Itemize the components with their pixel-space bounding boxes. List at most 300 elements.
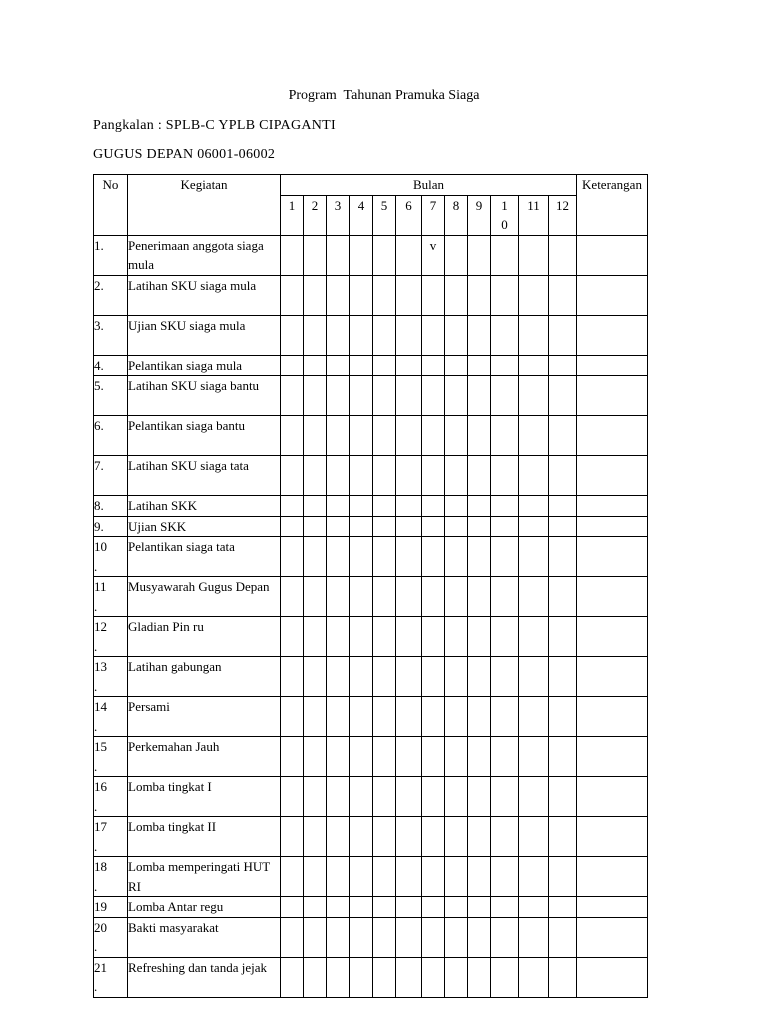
month-cell xyxy=(396,777,422,817)
month-cell xyxy=(468,817,491,857)
month-cell xyxy=(327,737,350,777)
month-cell xyxy=(491,697,519,737)
month-cell xyxy=(445,697,468,737)
row-kegiatan: Musyawarah Gugus Depan xyxy=(128,577,281,617)
month-cell xyxy=(304,957,327,997)
month-cell xyxy=(350,496,373,517)
month-cell xyxy=(396,516,422,537)
month-cell xyxy=(422,496,445,517)
row-keterangan xyxy=(577,315,648,355)
month-cell xyxy=(304,516,327,537)
month-cell xyxy=(549,777,577,817)
document-title: Program Tahunan Pramuka Siaga xyxy=(288,88,480,103)
header-month: 1 xyxy=(281,195,304,235)
row-number: 10 . xyxy=(94,537,128,577)
month-cell xyxy=(327,537,350,577)
row-keterangan xyxy=(577,697,648,737)
month-cell xyxy=(491,355,519,376)
month-cell xyxy=(468,897,491,918)
row-keterangan xyxy=(577,355,648,376)
month-cell xyxy=(281,897,304,918)
header-bulan: Bulan xyxy=(281,175,577,196)
month-cell xyxy=(350,577,373,617)
month-cell xyxy=(491,737,519,777)
month-cell xyxy=(396,315,422,355)
month-cell xyxy=(422,917,445,957)
row-kegiatan: Pelantikan siaga mula xyxy=(128,355,281,376)
month-cell xyxy=(445,577,468,617)
row-kegiatan: Lomba tingkat I xyxy=(128,777,281,817)
month-cell xyxy=(350,355,373,376)
month-cell xyxy=(281,537,304,577)
month-cell xyxy=(468,456,491,496)
month-cell xyxy=(468,697,491,737)
month-cell xyxy=(327,897,350,918)
month-cell xyxy=(491,537,519,577)
month-cell xyxy=(327,577,350,617)
month-cell xyxy=(549,697,577,737)
month-cell xyxy=(373,817,396,857)
month-cell xyxy=(281,275,304,315)
row-number: 11 . xyxy=(94,577,128,617)
month-cell xyxy=(350,516,373,537)
row-kegiatan: Ujian SKU siaga mula xyxy=(128,315,281,355)
month-cell xyxy=(491,456,519,496)
month-cell xyxy=(281,376,304,416)
month-cell xyxy=(549,516,577,537)
month-cell xyxy=(491,617,519,657)
month-cell xyxy=(373,917,396,957)
month-cell xyxy=(422,537,445,577)
month-cell xyxy=(281,957,304,997)
row-kegiatan: Latihan SKU siaga mula xyxy=(128,275,281,315)
month-cell xyxy=(350,857,373,897)
month-cell xyxy=(422,617,445,657)
month-cell xyxy=(304,355,327,376)
month-cell xyxy=(396,917,422,957)
row-kegiatan: Bakti masyarakat xyxy=(128,917,281,957)
month-cell xyxy=(549,577,577,617)
row-keterangan xyxy=(577,235,648,275)
table-row xyxy=(94,737,648,777)
month-cell xyxy=(519,777,549,817)
table-row xyxy=(94,376,648,416)
row-keterangan xyxy=(577,737,648,777)
table-row xyxy=(94,456,648,496)
month-cell xyxy=(304,897,327,918)
row-keterangan xyxy=(577,416,648,456)
month-cell xyxy=(350,697,373,737)
month-cell xyxy=(350,456,373,496)
header-month: 7 xyxy=(422,195,445,235)
month-cell xyxy=(468,777,491,817)
month-cell xyxy=(491,777,519,817)
month-cell xyxy=(327,917,350,957)
month-cell xyxy=(327,456,350,496)
header-month: 2 xyxy=(304,195,327,235)
row-kegiatan: Pelantikan siaga tata xyxy=(128,537,281,577)
month-cell xyxy=(549,617,577,657)
month-cell xyxy=(468,355,491,376)
month-cell xyxy=(396,456,422,496)
month-cell xyxy=(396,496,422,517)
month-cell xyxy=(373,496,396,517)
month-cell xyxy=(373,315,396,355)
row-number: 5. xyxy=(94,376,128,416)
header-month: 4 xyxy=(350,195,373,235)
month-cell xyxy=(491,416,519,456)
header-month: 5 xyxy=(373,195,396,235)
month-cell xyxy=(396,235,422,275)
row-kegiatan: Perkemahan Jauh xyxy=(128,737,281,777)
row-kegiatan: Latihan SKK xyxy=(128,496,281,517)
month-cell xyxy=(396,897,422,918)
row-kegiatan: Latihan SKU siaga bantu xyxy=(128,376,281,416)
month-cell xyxy=(519,577,549,617)
month-cell xyxy=(373,516,396,537)
month-cell xyxy=(350,235,373,275)
month-cell xyxy=(350,817,373,857)
month-cell xyxy=(491,577,519,617)
month-cell xyxy=(327,275,350,315)
row-keterangan xyxy=(577,617,648,657)
table-row xyxy=(94,957,648,997)
month-cell xyxy=(549,817,577,857)
month-cell xyxy=(445,496,468,517)
month-cell xyxy=(445,737,468,777)
program-table xyxy=(93,174,648,998)
month-cell xyxy=(468,857,491,897)
month-cell xyxy=(304,235,327,275)
month-cell xyxy=(373,777,396,817)
month-cell xyxy=(396,957,422,997)
month-cell xyxy=(350,737,373,777)
month-cell xyxy=(327,857,350,897)
row-keterangan xyxy=(577,777,648,817)
month-cell xyxy=(549,657,577,697)
month-cell xyxy=(491,516,519,537)
table-row xyxy=(94,897,648,918)
month-cell xyxy=(468,657,491,697)
row-number: 21 . xyxy=(94,957,128,997)
row-number: 20 . xyxy=(94,917,128,957)
month-cell xyxy=(327,376,350,416)
month-cell xyxy=(549,957,577,997)
month-cell xyxy=(491,376,519,416)
month-cell xyxy=(281,617,304,657)
row-keterangan xyxy=(577,657,648,697)
month-cell xyxy=(468,376,491,416)
month-cell xyxy=(396,355,422,376)
month-cell xyxy=(445,657,468,697)
month-cell xyxy=(468,496,491,517)
month-cell xyxy=(396,737,422,777)
month-cell xyxy=(422,355,445,376)
month-cell xyxy=(468,416,491,456)
month-cell xyxy=(549,275,577,315)
month-cell xyxy=(373,617,396,657)
row-number: 9. xyxy=(94,516,128,537)
month-cell xyxy=(468,516,491,537)
month-cell xyxy=(373,577,396,617)
month-cell xyxy=(445,456,468,496)
row-keterangan xyxy=(577,456,648,496)
month-cell xyxy=(445,857,468,897)
month-cell xyxy=(422,275,445,315)
month-cell xyxy=(519,315,549,355)
month-cell xyxy=(445,516,468,537)
row-number: 7. xyxy=(94,456,128,496)
month-cell xyxy=(422,456,445,496)
month-cell xyxy=(373,376,396,416)
month-cell xyxy=(281,235,304,275)
month-cell xyxy=(519,537,549,577)
month-cell xyxy=(396,697,422,737)
row-keterangan xyxy=(577,537,648,577)
month-cell xyxy=(281,577,304,617)
month-cell xyxy=(422,657,445,697)
month-cell xyxy=(422,957,445,997)
row-number: 4. xyxy=(94,355,128,376)
row-kegiatan: Ujian SKK xyxy=(128,516,281,537)
table-row xyxy=(94,817,648,857)
month-cell xyxy=(519,617,549,657)
table-row xyxy=(94,917,648,957)
row-number: 8. xyxy=(94,496,128,517)
month-cell xyxy=(327,315,350,355)
month-cell xyxy=(304,275,327,315)
month-cell xyxy=(519,917,549,957)
month-cell xyxy=(350,376,373,416)
month-cell xyxy=(519,957,549,997)
row-keterangan xyxy=(577,376,648,416)
month-cell xyxy=(281,416,304,456)
row-keterangan xyxy=(577,577,648,617)
month-cell xyxy=(327,617,350,657)
header-month: 9 xyxy=(468,195,491,235)
month-cell xyxy=(373,957,396,997)
month-cell xyxy=(304,857,327,897)
month-cell xyxy=(327,235,350,275)
month-cell xyxy=(281,456,304,496)
row-number: 13 . xyxy=(94,657,128,697)
month-cell xyxy=(281,496,304,517)
month-cell xyxy=(373,235,396,275)
month-cell xyxy=(350,416,373,456)
month-cell xyxy=(327,516,350,537)
month-cell xyxy=(350,917,373,957)
month-cell xyxy=(350,275,373,315)
month-cell xyxy=(422,897,445,918)
row-keterangan xyxy=(577,496,648,517)
month-cell xyxy=(468,917,491,957)
month-cell xyxy=(422,315,445,355)
header-kegiatan: Kegiatan xyxy=(128,175,281,236)
month-cell xyxy=(304,315,327,355)
month-cell xyxy=(350,957,373,997)
month-cell xyxy=(396,416,422,456)
month-cell xyxy=(491,315,519,355)
table-row xyxy=(94,315,648,355)
month-cell xyxy=(350,315,373,355)
row-number: 17 . xyxy=(94,817,128,857)
month-cell xyxy=(445,376,468,416)
table-row xyxy=(94,355,648,376)
table-row xyxy=(94,537,648,577)
table-row xyxy=(94,577,648,617)
row-kegiatan: Refreshing dan tanda jejak xyxy=(128,957,281,997)
month-cell xyxy=(519,496,549,517)
month-cell xyxy=(422,376,445,416)
gugus-depan-line: GUGUS DEPAN 06001-06002 xyxy=(93,147,276,162)
month-cell xyxy=(468,537,491,577)
month-cell xyxy=(373,355,396,376)
month-cell xyxy=(468,577,491,617)
row-keterangan xyxy=(577,897,648,918)
month-cell xyxy=(445,917,468,957)
month-cell xyxy=(422,577,445,617)
month-cell xyxy=(327,657,350,697)
month-cell xyxy=(304,577,327,617)
header-month: 12 xyxy=(549,195,577,235)
month-cell xyxy=(422,777,445,817)
row-kegiatan: Lomba tingkat II xyxy=(128,817,281,857)
month-cell xyxy=(281,737,304,777)
month-cell xyxy=(445,537,468,577)
month-cell xyxy=(327,777,350,817)
month-cell xyxy=(549,355,577,376)
month-cell xyxy=(396,577,422,617)
month-cell xyxy=(396,657,422,697)
month-cell xyxy=(549,416,577,456)
month-cell xyxy=(491,657,519,697)
month-cell xyxy=(468,235,491,275)
row-number: 18 . xyxy=(94,857,128,897)
row-number: 6. xyxy=(94,416,128,456)
month-cell xyxy=(373,857,396,897)
month-cell xyxy=(304,777,327,817)
month-cell xyxy=(350,897,373,918)
month-cell xyxy=(304,416,327,456)
month-cell xyxy=(519,235,549,275)
row-keterangan xyxy=(577,817,648,857)
row-kegiatan: Penerimaan anggota siaga mula xyxy=(128,235,281,275)
row-number: 15 . xyxy=(94,737,128,777)
month-cell xyxy=(491,897,519,918)
month-cell xyxy=(373,897,396,918)
row-keterangan xyxy=(577,516,648,537)
month-cell xyxy=(491,496,519,517)
month-cell xyxy=(519,376,549,416)
month-cell xyxy=(327,957,350,997)
month-cell xyxy=(396,275,422,315)
row-kegiatan: Persami xyxy=(128,697,281,737)
month-cell xyxy=(519,737,549,777)
table-row xyxy=(94,416,648,456)
row-kegiatan: Gladian Pin ru xyxy=(128,617,281,657)
table-body xyxy=(94,235,648,997)
month-cell xyxy=(327,697,350,737)
month-cell xyxy=(281,355,304,376)
row-keterangan xyxy=(577,857,648,897)
row-number: 19 xyxy=(94,897,128,918)
month-cell xyxy=(373,697,396,737)
header-month: 1 0 xyxy=(491,195,519,235)
month-cell xyxy=(491,957,519,997)
month-cell xyxy=(304,917,327,957)
table-row xyxy=(94,496,648,517)
month-cell xyxy=(519,416,549,456)
month-cell xyxy=(549,315,577,355)
month-cell xyxy=(519,817,549,857)
month-cell xyxy=(281,516,304,537)
month-cell xyxy=(396,857,422,897)
row-number: 2. xyxy=(94,275,128,315)
month-cell xyxy=(491,275,519,315)
month-cell xyxy=(549,537,577,577)
month-cell xyxy=(519,275,549,315)
month-cell xyxy=(422,516,445,537)
month-cell xyxy=(422,737,445,777)
header-month: 6 xyxy=(396,195,422,235)
month-cell xyxy=(519,897,549,918)
month-cell xyxy=(468,617,491,657)
month-cell xyxy=(304,456,327,496)
table-row xyxy=(94,697,648,737)
month-cell xyxy=(445,235,468,275)
row-number: 12 . xyxy=(94,617,128,657)
month-cell xyxy=(304,657,327,697)
month-cell xyxy=(445,817,468,857)
month-cell xyxy=(468,275,491,315)
row-kegiatan: Latihan gabungan xyxy=(128,657,281,697)
table-row xyxy=(94,857,648,897)
month-cell xyxy=(422,817,445,857)
month-cell xyxy=(396,376,422,416)
header-month: 3 xyxy=(327,195,350,235)
pangkalan-line: Pangkalan : SPLB-C YPLB CIPAGANTI xyxy=(93,118,336,133)
month-cell xyxy=(373,456,396,496)
table-row xyxy=(94,657,648,697)
month-cell xyxy=(304,737,327,777)
month-cell xyxy=(327,355,350,376)
month-cell xyxy=(445,355,468,376)
month-cell xyxy=(519,657,549,697)
row-keterangan xyxy=(577,917,648,957)
month-cell xyxy=(396,537,422,577)
month-cell xyxy=(549,496,577,517)
month-cell xyxy=(519,697,549,737)
month-cell xyxy=(422,857,445,897)
row-keterangan xyxy=(577,957,648,997)
row-number: 14 . xyxy=(94,697,128,737)
month-cell xyxy=(491,857,519,897)
month-cell xyxy=(549,235,577,275)
row-kegiatan: Lomba memperingati HUT RI xyxy=(128,857,281,897)
month-cell xyxy=(549,456,577,496)
month-cell xyxy=(327,496,350,517)
month-cell xyxy=(304,496,327,517)
month-cell xyxy=(519,857,549,897)
month-cell xyxy=(304,617,327,657)
month-cell xyxy=(304,537,327,577)
month-cell xyxy=(373,657,396,697)
month-cell xyxy=(396,617,422,657)
header-keterangan: Keterangan xyxy=(577,175,648,236)
month-cell xyxy=(445,777,468,817)
month-cell xyxy=(281,817,304,857)
month-cell xyxy=(445,416,468,456)
